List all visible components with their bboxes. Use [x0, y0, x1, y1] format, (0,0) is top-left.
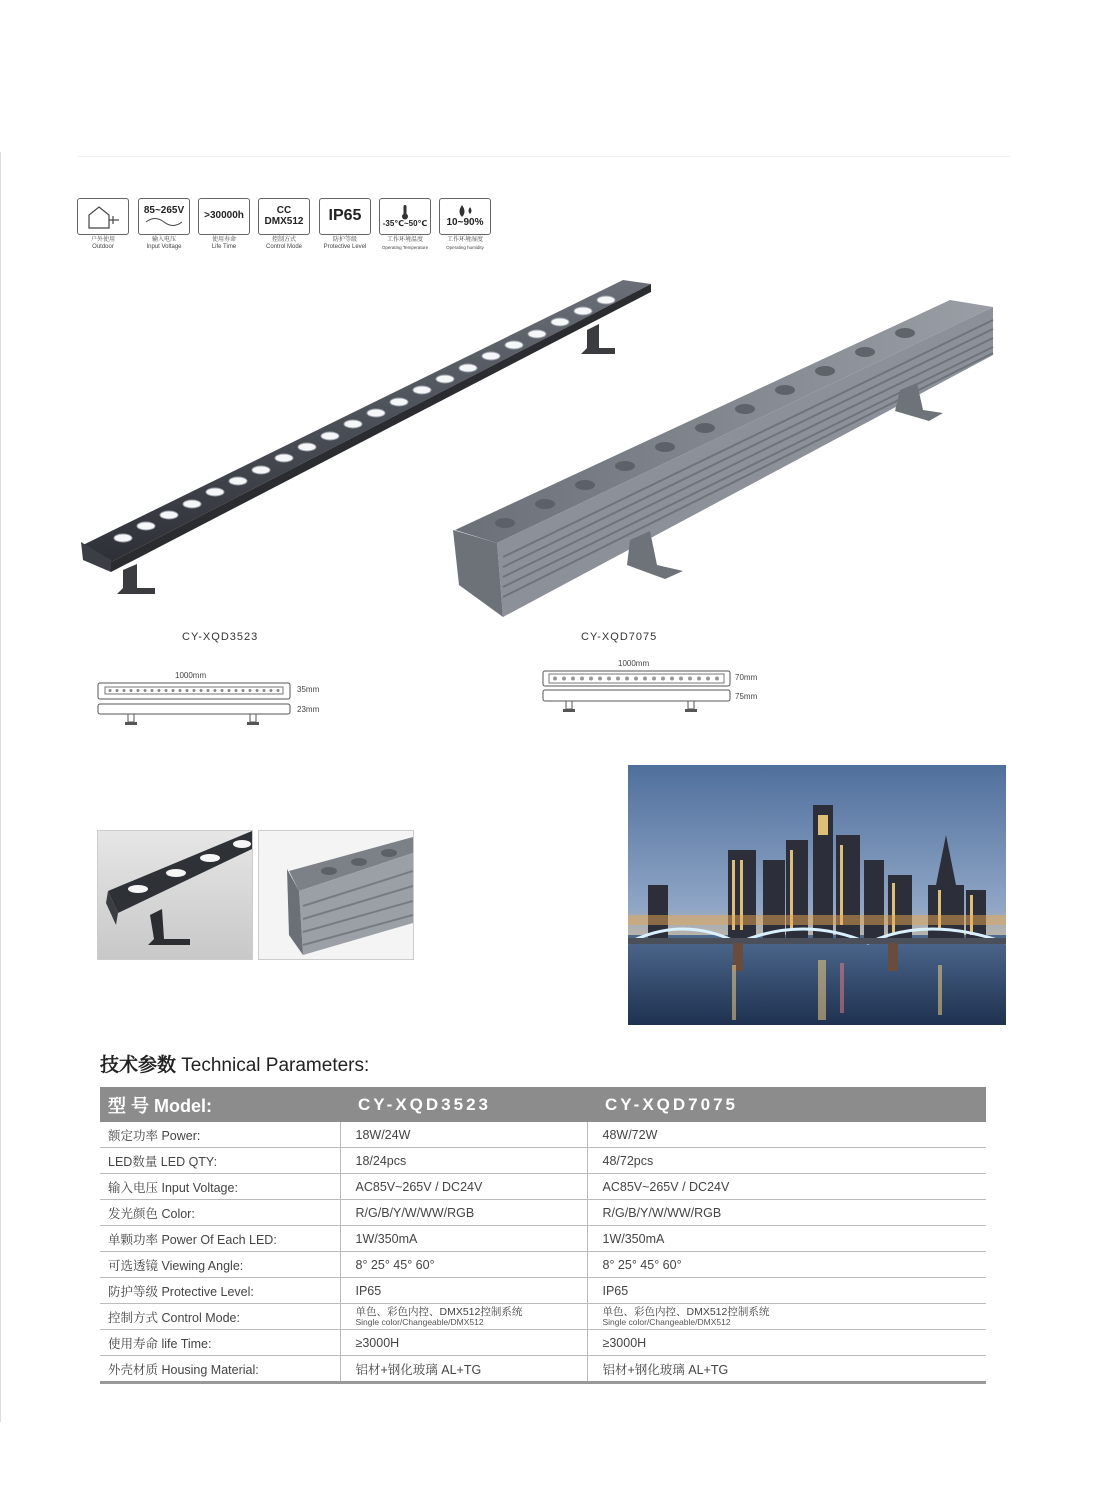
row-value: 1W/350mA [340, 1226, 587, 1252]
temperature-icon: -35℃~50℃ [379, 198, 431, 235]
product2-length-label: 1000mm [618, 659, 650, 668]
table-row [100, 1148, 986, 1174]
row-value: 48W/72W [587, 1122, 986, 1148]
product2-height1-label: 70mm [735, 673, 758, 682]
product2-height2-label: 75mm [735, 692, 758, 701]
row-label: 防护等级 Protective Level: [100, 1278, 340, 1304]
control-feature: CC DMX512 控制方式 Control Mode [258, 198, 310, 251]
row-label: 单颗功率 Power Of Each LED: [100, 1226, 340, 1252]
product-wide-bar-image [445, 295, 1005, 625]
row-value [587, 1304, 986, 1330]
row-label: 外壳材质 Housing Material: [100, 1356, 340, 1383]
humidity-feature: 10~90% 工作环境湿度 Operating humidity [439, 198, 491, 251]
row-value: 48/72pcs [587, 1148, 986, 1174]
row-label: 额定功率 Power: [100, 1122, 340, 1148]
voltage-icon: 85~265V [138, 198, 190, 235]
outdoor-feature: 户外使用 Outdoor [77, 198, 129, 251]
control-mode-en: Single color/Changeable/DMX512 [355, 1316, 484, 1327]
table-row [100, 1278, 986, 1304]
table-row [100, 1226, 986, 1252]
row-value: 18/24pcs [340, 1148, 587, 1174]
table-row [100, 1330, 986, 1356]
row-value: ≥3000H [340, 1330, 587, 1356]
header-model2: CY-XQD7075 [587, 1087, 986, 1122]
section-title-cn: 技术参数 [100, 1055, 177, 1076]
table-row [100, 1252, 986, 1278]
section-title-en: Technical Parameters: [181, 1055, 370, 1076]
product2-model-label: CY-XQD7075 [581, 631, 658, 643]
left-edge-line [0, 152, 1, 1422]
table-row [100, 1200, 986, 1226]
row-label: 控制方式 Control Mode: [100, 1304, 340, 1330]
humidity-icon: 10~90% [439, 198, 491, 235]
row-value: ≥3000H [587, 1330, 986, 1356]
product1-height2-label: 23mm [297, 705, 320, 714]
control-icon: CC DMX512 [258, 198, 310, 235]
ip-feature: IP65 防护等级 Protective Level [319, 198, 371, 251]
header-model-label: 型 号 Model: [100, 1087, 340, 1122]
row-value: 铝材+钢化玻璃 AL+TG [340, 1356, 587, 1383]
row-value: IP65 [340, 1278, 587, 1304]
lifetime-feature: >30000h 使用寿命 Life Time [198, 198, 250, 251]
product1-detail-photo [97, 830, 253, 960]
voltage-feature: 85~265V 输入电压 Input Voltage [138, 198, 190, 251]
header-model1: CY-XQD3523 [340, 1087, 587, 1122]
row-value [340, 1304, 587, 1330]
ip-icon: IP65 [319, 198, 371, 235]
row-value: 铝材+钢化玻璃 AL+TG [587, 1356, 986, 1383]
lifetime-icon: >30000h [198, 198, 250, 235]
row-label: 使用寿命 life Time: [100, 1330, 340, 1356]
row-label: 可选透镜 Viewing Angle: [100, 1252, 340, 1278]
row-value: 1W/350mA [587, 1226, 986, 1252]
product1-model-label: CY-XQD3523 [182, 631, 259, 643]
city-bridge-night-photo [628, 765, 1006, 1025]
control-mode-cn: 单色、彩色内控、DMX512控制系统 [355, 1305, 523, 1318]
row-value: R/G/B/Y/W/WW/RGB [587, 1200, 986, 1226]
row-value: IP65 [587, 1278, 986, 1304]
product2-dimension-drawing [540, 668, 735, 716]
row-label: LED数量 LED QTY: [100, 1148, 340, 1174]
section-heading [100, 1050, 369, 1077]
control-mode-cn: 单色、彩色内控、DMX512控制系统 [602, 1305, 770, 1318]
product1-length-label: 1000mm [175, 671, 207, 680]
spec-table [100, 1087, 986, 1384]
row-value: 8° 25° 45° 60° [340, 1252, 587, 1278]
row-value: AC85V~265V / DC24V [587, 1174, 986, 1200]
row-value: 18W/24W [340, 1122, 587, 1148]
outdoor-icon [77, 198, 129, 235]
product2-detail-photo [258, 830, 414, 960]
row-value: 8° 25° 45° 60° [587, 1252, 986, 1278]
row-value: R/G/B/Y/W/WW/RGB [340, 1200, 587, 1226]
control-mode-en: Single color/Changeable/DMX512 [602, 1316, 731, 1327]
table-header-row [100, 1087, 986, 1122]
product1-dimension-drawing [95, 680, 295, 730]
table-row [100, 1304, 986, 1330]
row-label: 发光颜色 Color: [100, 1200, 340, 1226]
row-label: 输入电压 Input Voltage: [100, 1174, 340, 1200]
temperature-feature: -35℃~50℃ 工作环境温度 Operating Temperature [379, 198, 431, 251]
product1-height1-label: 35mm [297, 685, 320, 694]
table-row [100, 1122, 986, 1148]
top-divider [78, 156, 1010, 157]
row-value: AC85V~265V / DC24V [340, 1174, 587, 1200]
table-row [100, 1356, 986, 1383]
table-row [100, 1174, 986, 1200]
feature-icons-row [77, 198, 497, 258]
